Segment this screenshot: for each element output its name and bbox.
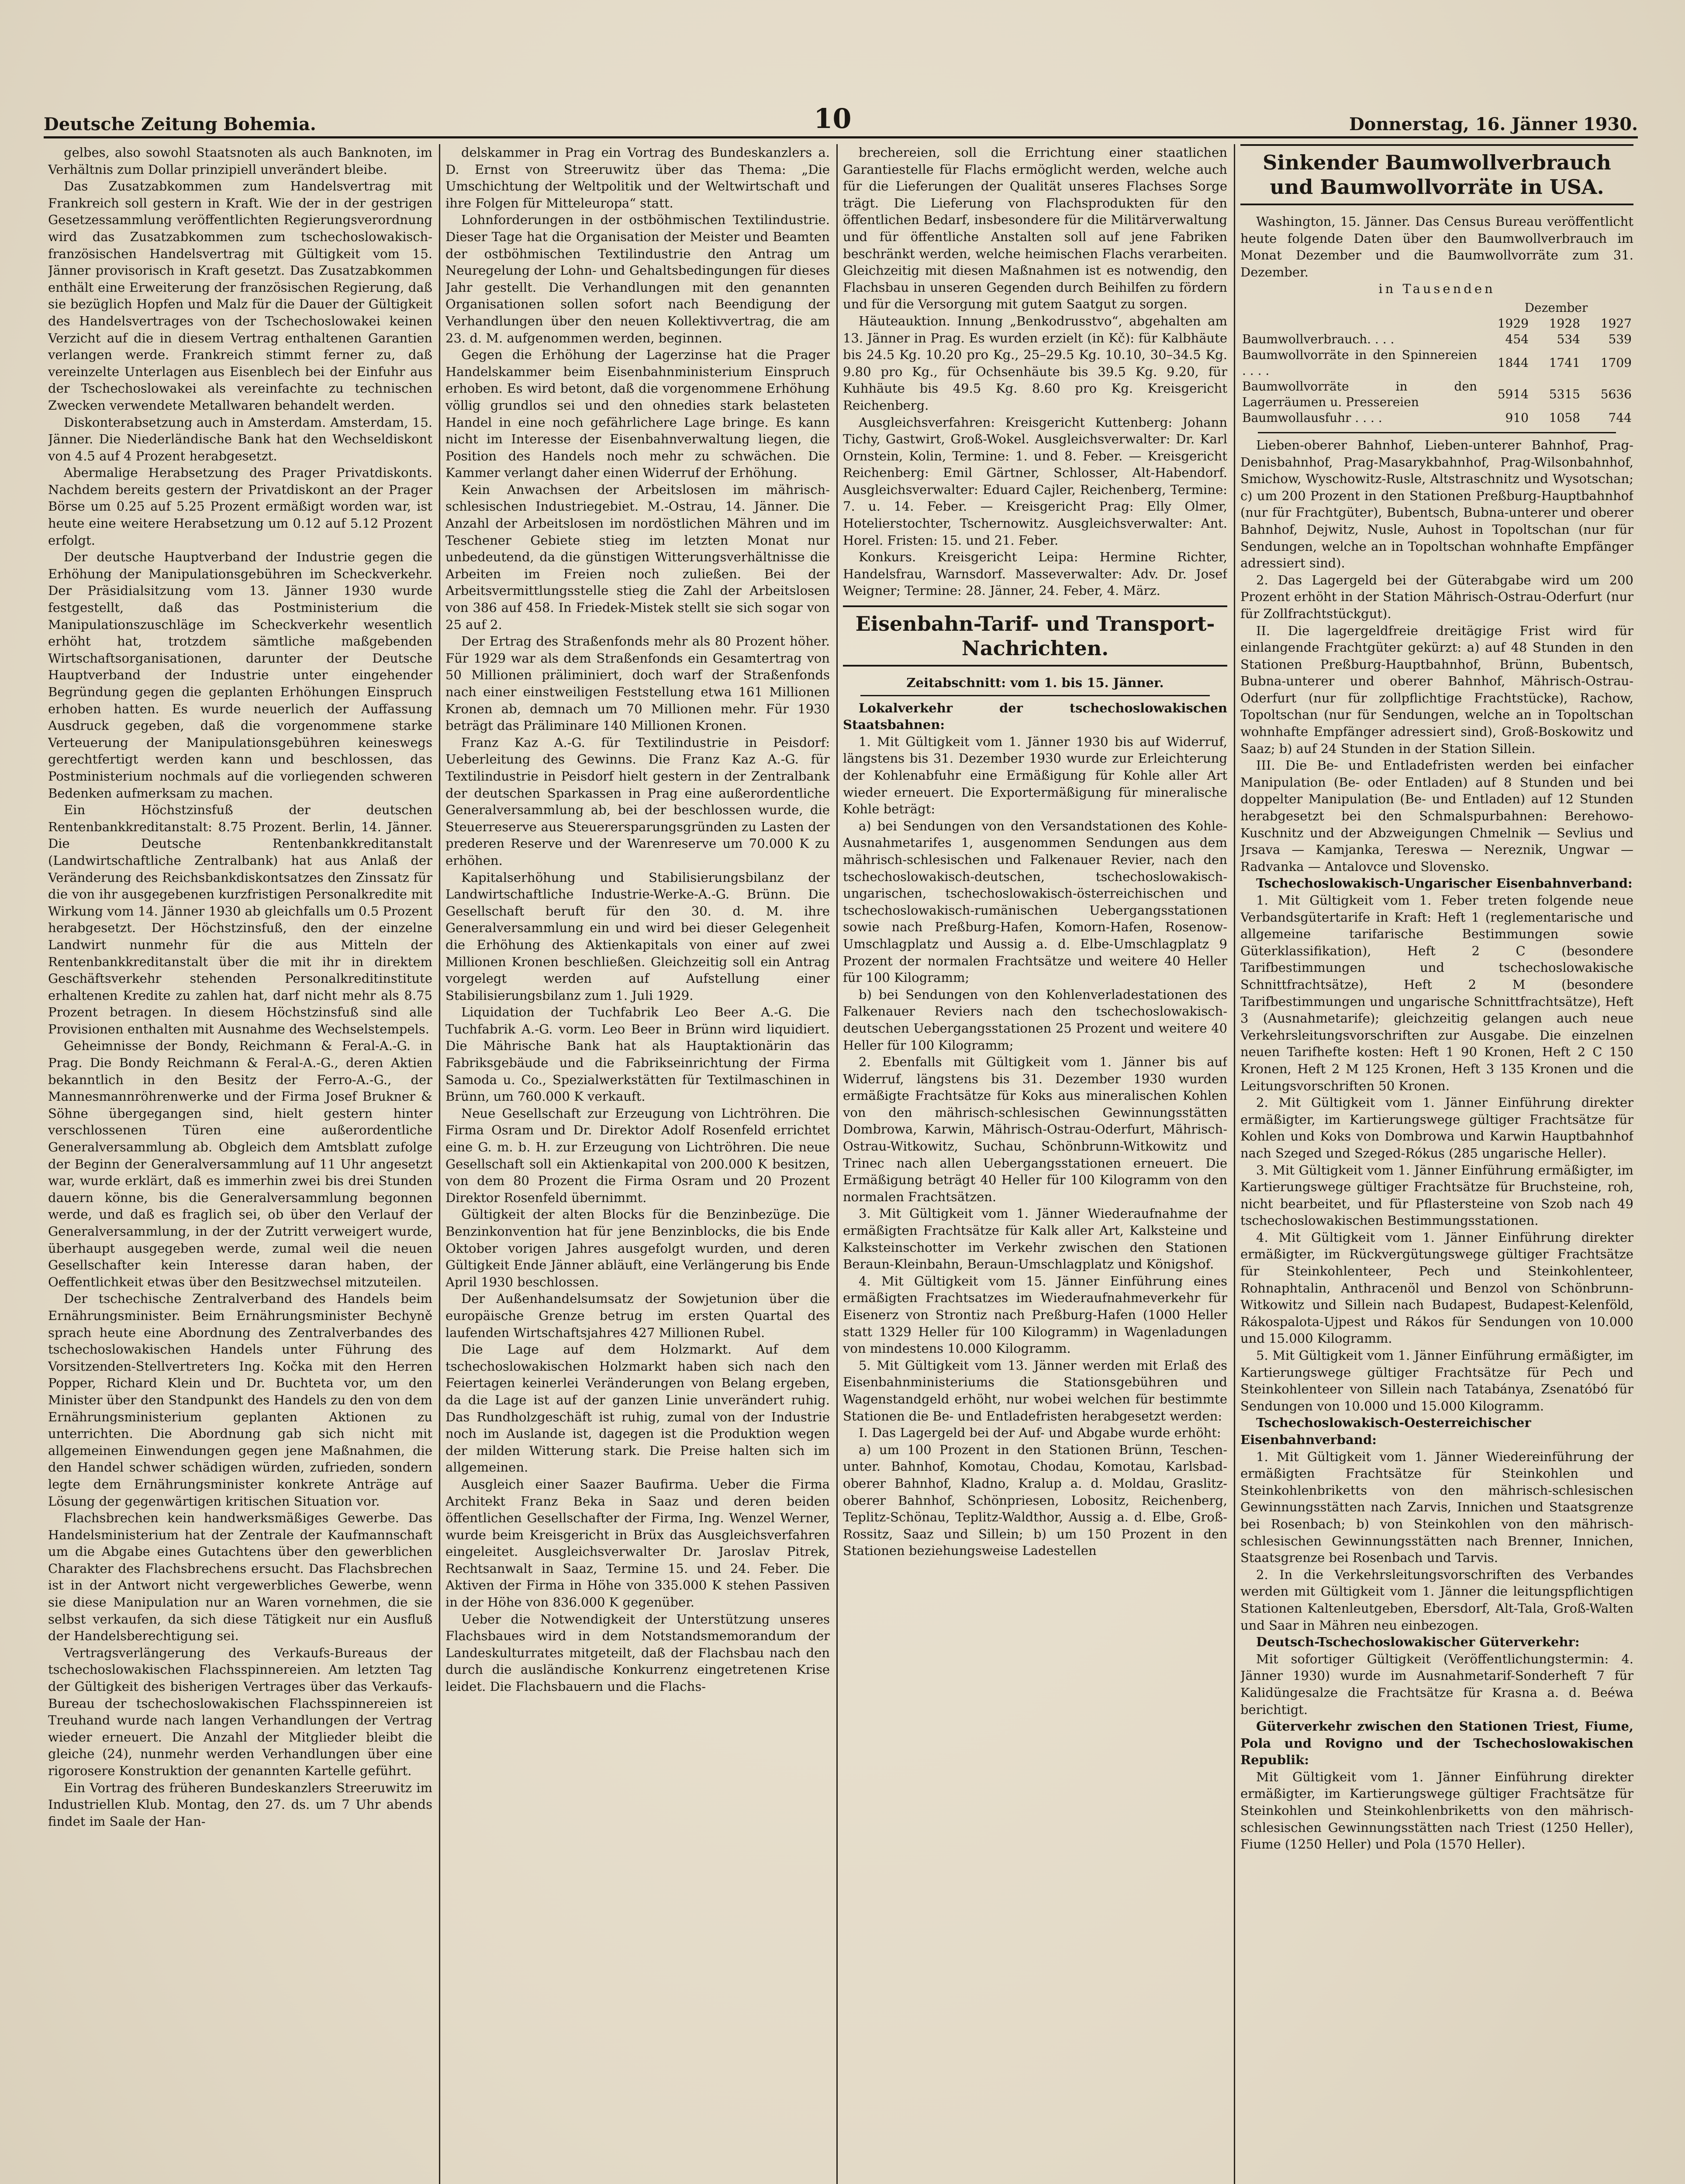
article-paragraph: Gültigkeit der alten Blocks für die Benzinbezüge. Die Benzinkonvention hat für jene Benzinblocks, die bis Ende Oktober vorigen Jahres ausgefolgt wurden, und deren Gültigkeit Ende Jänner abläuft, eine Verlängerung bis Ende April 1930 beschlossen. <box>445 1207 830 1289</box>
article-paragraph: Der tschechische Zentralverband des Handels beim Ernährungsminister. Beim Ernährungsminister Bechyně sprach heute eine Abordnung des Zentralverbandes des tschechoslowakischen Handels unter Führung des Vorsitzenden-Stellvertreters Ing. Kočka mit den Herren Popper, Richard Klein und Dr. Buchteta vor, um den Minister über den Standpunkt des Handels zu den von dem Ernährungsministerium geplanten Aktionen zu unterrichten. Die Abordnung gab sich nicht mit allgemeinen Einwendungen gegen jene Maßnahmen, die den Handel schwer schädigen würden, zufrieden, sondern legte dem Ernährungsminister konkrete Anträge auf Lösung der gegenwärtigen kritischen Situation vor. <box>48 1291 432 1509</box>
row-label: Baumwollvorräte in den Spinnereien . . . . <box>1242 347 1477 378</box>
table-cell: 1844 <box>1497 355 1529 370</box>
row-label: Baumwollvorräte in den Lagerräumen u. Pressereien <box>1242 379 1477 409</box>
table-year: 1927 <box>1600 316 1632 331</box>
article-paragraph: Ausgleichsverfahren: Kreisgericht Kuttenberg: Johann Tichy, Gastwirt, Groß-Wokel. Ausgleichsverwalter: Dr. Karl Ornstein, Kolin, Termine: 1. und 8. Feber. — Kreisgericht Reichenberg: Emil Gärtner, Schlosser, Alt-Habendorf. Ausgleichsverwalter: Eduard Cajler, Reichenberg, Termine: 7. u. 14. Feber. — Kreisgericht Prag: Elly Olmer, Hotelierstochter, Tschernowitz. Ausgleichsverwalter: Ant. Horel. Fristen: 15. und 21. Feber. <box>843 415 1227 548</box>
article-paragraph: Mit sofortiger Gültigkeit (Veröffentlichungstermin: 4. Jänner 1930) wurde im Ausnahmetarif-Sonderheft 7 für Kalidüngesalze die Frachtsätze für Krasna a. d. Beéwa berichtigt. <box>1240 1651 1633 1717</box>
article-paragraph: Mit Gültigkeit vom 1. Jänner Einführung direkter ermäßigter, im Kartierungswege gültiger Frachtsätze für Steinkohlen und Steinkohlenbriketts von den mährisch-schlesischen Gewinnungsstätten nach Triest (1250 Heller), Fiume (1250 Heller) und Pola (1570 Heller). <box>1240 1769 1633 1852</box>
article-paragraph: Abermalige Herabsetzung des Prager Privatdiskonts. Nachdem bereits gestern der Privatdiskont an der Prager Börse um 0.25 auf 5.25 Prozent ermäßigt worden war, ist heute eine weitere Herabsetzung um 0.12 auf 5.12 Prozent erfolgt. <box>48 465 432 548</box>
subsection-heading: Tschechoslowakisch-Oesterreichischer Eisenbahnverband: <box>1240 1415 1531 1447</box>
article-paragraph: Gegen die Erhöhung der Lagerzinse hat die Prager Handelskammer beim Eisenbahnministerium Einspruch erhoben. Es wird betont, daß die vorgenommene Erhöhung völlig grundlos sei und den ohnedies stark belasteten Handel in eine noch gefährlichere Lage bringe. Es kann nicht im Interesse der Eisenbahnverwaltung liegen, die Position des Handels noch mehr zu schwächen. Die Kammer verlangt daher einen Widerruf der Erhöhung. <box>445 347 830 480</box>
table-row <box>1240 410 1633 426</box>
article-paragraph: Kein Anwachsen der Arbeitslosen im mährisch-schlesischen Industriegebiet. M.-Ostrau, 14. Jänner. Die Anzahl der Arbeitslosen im nordöstlichen Mähren und im Teschener Gebiete stieg im letzten Monat nur unbedeutend, da die günstigen Witterungsverhältnisse die Arbeiten im Freien noch zuließen. Bei der Arbeitsvermittlungsstelle stieg die Zahl der Arbeitslosen von 386 auf 458. In Friedek-Mistek stellt sie sich sogar von 25 auf 2. <box>445 482 830 632</box>
article-paragraph: b) bei Sendungen von den Kohlenverladestationen des Falkenauer Reviers nach den tschechoslowakisch-deutschen Uebergangsstationen 25 Prozent und weitere 40 Heller für 100 Kilogramm; <box>843 987 1227 1053</box>
article-paragraph: Liquidation der Tuchfabrik Leo Beer A.-G. Die Tuchfabrik A.-G. vorm. Leo Beer in Brünn wird liquidiert. Die Mährische Bank hat als Hauptaktionärin das Fabriksgebäude und die Fabrikseinrichtung der Firma Samoda u. Co., Spezialwerkstätten für Textilmaschinen in Brünn, um 760.000 K verkauft. <box>445 1005 830 1104</box>
table-year: 1929 <box>1497 316 1529 331</box>
article-paragraph: Ausgleich einer Saazer Baufirma. Ueber die Firma Architekt Franz Beka in Saaz und deren beiden öffentlichen Gesellschafter der Firma, Ing. Wenzel Werner, wurde beim Kreisgericht in Brüx das Ausgleichsverfahren eingeleitet. Ausgleichsverwalter Dr. Jaroslav Pitrek, Rechtsanwalt in Saaz, Termine 15. und 24. Feber. Die Aktiven der Firma in Höhe von 335.000 K stehen Passiven in der Höhe von 836.000 K gegenüber. <box>445 1476 830 1610</box>
row-label: Baumwollausfuhr . . . . <box>1242 410 1382 425</box>
column-2 <box>445 144 830 2184</box>
article-headline: Sinkender Baumwollverbrauch und Baumwollvorräte in USA. <box>1240 144 1633 205</box>
table-year: 1928 <box>1549 316 1580 331</box>
article-paragraph: a) um 100 Prozent in den Stationen Brünn, Teschen-unter. Bahnhof, Komotau, Chodau, Komotau, Karlsbad-oberer Bahnhof, Kladno, Kralup a. d. Moldau, Graslitz-oberer Bahnhof, Schönpriesen, Lobositz, Reichenberg, Teplitz-Schönau, Teplitz-Waldthor, Aussig a. d. Elbe, Groß-Rossitz, Saaz und Sillein; b) um 150 Prozent in den Stationen beziehungsweise Ladestellen <box>843 1442 1227 1559</box>
table-cell: 910 <box>1505 410 1529 425</box>
table-cell: 534 <box>1557 332 1580 346</box>
column-1 <box>48 144 432 2184</box>
divider <box>860 695 1210 696</box>
article-paragraph: 3. Mit Gültigkeit vom 1. Jänner Einführung ermäßigter, im Kartierungswege gültiger Frachtsätze für Bruchsteine, roh, nicht bearbeitet, und für Pflastersteine von Szob nach 49 tschechoslowakischen Bestimmungsstationen. <box>1240 1162 1633 1228</box>
article-paragraph: Konkurs. Kreisgericht Leipa: Hermine Richter, Handelsfrau, Warnsdorf. Masseverwalter: Adv. Dr. Josef Weigner; Termine: 28. Jänner, 24. Feber, 4. März. <box>843 549 1227 598</box>
article-paragraph: 3. Mit Gültigkeit vom 1. Jänner Wiederaufnahme der ermäßigten Frachtsätze für Kalk aller Art, Kalksteine und Kalksteinschotter im Verkehr zwischen den Stationen Beraun-Kleinbahn, Beraun-Umschlagplatz und Königshof. <box>843 1206 1227 1272</box>
table-header-row <box>1240 316 1633 332</box>
article-paragraph: Diskonterabsetzung auch in Amsterdam. Amsterdam, 15. Jänner. Die Niederländische Bank hat den Wechseldiskont von 4.5 auf 4 Prozent herabgesetzt. <box>48 415 432 463</box>
article-paragraph: Die Lage auf dem Holzmarkt. Auf dem tschechoslowakischen Holzmarkt haben sich nach den Feiertagen keinerlei Veränderungen von Belang ergeben, da die Lage ist auf der ganzen Linie unverändert ruhig. Das Rundholzgeschäft ist ruhig, zumal von der Industrie noch im Auslande ist, dagegen ist die Produktion wegen der milden Witterung stark. Die Preise halten sich im allgemeinen. <box>445 1342 830 1475</box>
article-paragraph: a) bei Sendungen von den Versandstationen des Kohle-Ausnahmetarifes 1, ausgenommen Sendungen aus dem mährisch-schlesischen und Falkenauer Revier, nach den tschechoslowakisch-deutschen, tschechoslowakisch-ungarischen, tschechoslowakisch-österreichischen und tschechoslowakisch-rumänischen Uebergangsstationen sowie nach Preßburg-Hafen, Komorn-Hafen, Rosenow-Umschlagplatz und Aussig a. d. Elbe-Umschlagplatz 9 Prozent der normalen Frachtsätze und weitere 40 Heller für 100 Kilogramm; <box>843 818 1227 985</box>
cotton-table <box>1240 300 1633 426</box>
header-rule <box>44 136 1638 138</box>
table-row <box>1240 379 1633 410</box>
article-paragraph: Der deutsche Hauptverband der Industrie gegen die Erhöhung der Manipulationsgebühren im Scheckverkehr. Der Präsidialsitzung vom 13. Jänner 1930 wurde festgestellt, daß das Postministerium die Manipulationszuschläge im Scheckverkehr wesentlich erhöht hat, trotzdem sämtliche maßgebenden Wirtschaftsorganisationen, darunter der Deutsche Hauptverband der Industrie unter eingehender Begründung gegen die geplanten Erhöhungen Einspruch erhoben hatten. Es wurde neuerlich der Auffassung Ausdruck gegeben, daß die vorgenommene starke Verteuerung der Manipulationsgebühren keineswegs gerechtfertigt werden kann und beschlossen, das Postministerium nochmals auf die vorliegenden schweren Bedenken aufmerksam zu machen. <box>48 549 432 801</box>
page-header <box>44 104 1638 135</box>
article-paragraph: Flachsbrechen kein handwerksmäßiges Gewerbe. Das Handelsministerium hat der Zentrale der Kaufmannschaft um die Abgabe eines Gutachtens über den gewerblichen Charakter des Flachsbrechens ersucht. Das Flachsbrechen ist in der Antwort nicht vergewerbliches Gewerbe, wenn sie diese Manipulation nur an Waren vornehmen, die sie selbst verkaufen, da sich diese Tätigkeit nur ein Ausfluß der Handelsberechtigung sei. <box>48 1510 432 1644</box>
article-paragraph: 4. Mit Gültigkeit vom 1. Jänner Einführung direkter ermäßigter, im Rückvergütungswege gültiger Frachtsätze für Steinkohlenteer, Pech und Steinkohlenteer, Rohnaphtalin, Anthracenöl und Benzol von Schönbrunn-Witkowitz und Sillein nach Budapest, Budapest-Kelenföld, Rákospalota-Ujpest und Rákos für Sendungen von 10.000 und 15.000 Kilogramm. <box>1240 1230 1633 1346</box>
section-subheading: Zeitabschnitt: vom 1. bis 15. Jänner. <box>906 675 1164 691</box>
article-paragraph: II. Die lagergeldfreie dreitägige Frist wird für einlangende Frachtgüter gekürzt: a) auf 48 Stunden in den Stationen Preßburg-Hauptbahnhof, Brünn, Bubentsch, Bubna-unterer und oberer Bahnhof, Mährisch-Ostrau-Oderfurt (nur für zollpflichtige Frachtstücke), Rachow, Topoltschan (nur für Sendungen, welche an in Topoltschan wohnhafte Empfänger adressiert sind), Groß-Boskowitz und Saaz; b) auf 24 Stunden in der Station Sillein. <box>1240 623 1633 756</box>
section-heading: Eisenbahn-Tarif- und Transport-Nachrichten. <box>843 605 1227 667</box>
article-paragraph: 2. In die Verkehrsleitungsvorschriften des Verbandes werden mit Gültigkeit vom 1. Jänner die leitungspflichtigen Stationen Kaltenleutgeben, Ebersdorf, Alt-Tala, Groß-Walten und Saar in Mähren neu einbezogen. <box>1240 1567 1633 1633</box>
newspaper-name: Deutsche Zeitung Bohemia. <box>44 114 316 135</box>
article-paragraph: Neue Gesellschaft zur Erzeugung von Lichtröhren. Die Firma Osram und Dr. Direktor Adolf Rosenfeld errichtet eine G. m. b. H. zur Erzeugung von Lichtröhren. Die neue Gesellschaft soll ein Aktienkapital von 200.000 K besitzen, von dem 80 Prozent die Firma Osram und 20 Prozent Direktor Rosenfeld übernimmt. <box>445 1106 830 1205</box>
column-3 <box>843 144 1227 2184</box>
article-paragraph: 1. Mit Gültigkeit vom 1. Feber treten folgende neue Verbandsgütertarife in Kraft: Heft 1 (reglementarische und allgemeine tarifarische Bestimmungen sowie Güterklassifikation), Heft 2 C (besondere Tarifbestimmungen und tschechoslowakische Schnittfrachtsätze), Heft 2 M (besondere Tarifbestimmungen und ungarische Schnittfrachtsätze), Heft 3 (Ausnahmetarife); gleichzeitig gelangen auch neue Verkehrsleitungsvorschriften zur Ausgabe. Die einzelnen neuen Tarifhefte kosten: Heft 1 90 Kronen, Heft 2 C 150 Kronen, Heft 2 M 125 Kronen, Heft 3 135 Kronen und die Leitungsvorschriften 50 Kronen. <box>1240 893 1633 1093</box>
page-number: 10 <box>814 103 852 135</box>
column-divider <box>439 144 440 2184</box>
table-cell: 454 <box>1505 332 1529 346</box>
table-cell: 1058 <box>1549 410 1580 425</box>
divider <box>1258 432 1616 433</box>
article-paragraph: 5. Mit Gültigkeit vom 1. Jänner Einführung ermäßigter, im Kartierungswege gültiger Frachtsätze für Pech und Steinkohlenteer von Sillein nach Tatabánya, Zsenatóbó für Sendungen von 10.000 und 15.000 Kilogramm. <box>1240 1348 1633 1413</box>
article-paragraph: III. Die Be- und Entladefristen werden bei einfacher Manipulation (Be- oder Entladen) auf 8 Stunden und bei doppelter Manipulation (Be- und Entladen) auf 12 Stunden herabgesetzt bei den Schmalspurbahnen: Berehowo-Kuschnitz und der Abzweigungen Chmelnik — Sevlius und Jrsava — Kamjanka, Tereswa — Nereznik, Ungwar — Radvanka — Antalovce und Slovensko. <box>1240 758 1633 874</box>
article-paragraph: gelbes, also sowohl Staatsnoten als auch Banknoten, im Verhältnis zum Dollar prinzipiell unverändert bleibe. <box>48 145 432 177</box>
article-paragraph: Der Ertrag des Straßenfonds mehr als 80 Prozent höher. Für 1929 war als dem Straßenfonds ein Gesamtertrag von 50 Millionen präliminiert, doch warf der Straßenfonds nach einer einstweiligen Feststellung etwa 161 Millionen Kronen ab, demnach um 70 Millionen mehr. Für 1930 beträgt das Präliminare 140 Millionen Kronen. <box>445 634 830 733</box>
article-paragraph: Der Außenhandelsumsatz der Sowjetunion über die europäische Grenze betrug im ersten Quartal des laufenden Wirtschaftsjahres 427 Millionen Rubel. <box>445 1291 830 1340</box>
table-row <box>1240 347 1633 379</box>
article-paragraph: 4. Mit Gültigkeit vom 15. Jänner Einführung eines ermäßigten Frachtsatzes im Wiederaufnahmeverkehr für Eisenerz von Strontiz nach Preßburg-Hafen (1000 Heller statt 1329 Heller für 100 Kilogramm) in Wagenladungen von mindestens 10.000 Kilogramm. <box>843 1273 1227 1356</box>
article-paragraph: brechereien, soll die Errichtung einer staatlichen Garantiestelle für Flachs ermöglicht werden, welche auch für die Lieferungen der Qualität unseres Flachses Sorge trägt. Die Lieferung von Flachsprodukten für den öffentlichen Bedarf, insbesondere für die Militärverwaltung und für öffentliche Anstalten soll auf jene Fabriken beschränkt werden, welche heimischen Flachs verarbeiten. Gleichzeitig mit diesen Maßnahmen ist es notwendig, den Flachsbau in unseren Gegenden durch Beihilfen zu fördern und für die Versorgung mit gutem Saatgut zu sorgen. <box>843 145 1227 312</box>
article-paragraph: Häuteauktion. Innung „Benkodrusstvo“, abgehalten am 13. Jänner in Prag. Es wurden erzielt (in Kč): für Kalbhäute bis 24.5 Kg. 10.20 pro Kg., 25–29.5 Kg. 10.10, 30–34.5 Kg. 9.80 pro Kg., für Ochsenhäute bis 39.5 Kg. 9.20, für Kuhhäute bis 49.5 Kg. 8.60 pro Kg. Kreisgericht Reichenberg. <box>843 313 1227 413</box>
subsection-heading: Tschechoslowakisch-Ungarischer Eisenbahnverband: <box>1256 876 1633 891</box>
article-paragraph: delskammer in Prag ein Vortrag des Bundeskanzlers a. D. Ernst von Streeruwitz über das Thema: „Die Umschichtung der Weltpolitik und der Weltwirtschaft und ihre Folgen für Mitteleuropa“ statt. <box>445 145 830 211</box>
subsection-heading: Lokalverkehr der tschechoslowakischen Staatsbahnen: <box>843 700 1227 733</box>
subsection-heading: Güterverkehr zwischen den Stationen Triest, Fiume, Pola und Rovigno und der Tschechoslowakischen Republik: <box>1240 1719 1633 1768</box>
article-paragraph: 2. Ebenfalls mit Gültigkeit vom 1. Jänner bis auf Widerruf, längstens bis 31. Dezember 1930 wurden ermäßigte Frachtsätze für Koks aus mineralischen Kohlen von den mährisch-schlesischen Gewinnungsstätten Dombrowa, Karwin, Mährisch-Ostrau-Oderfurt, Mährisch-Ostrau-Witkowitz, Suchau, Schönbrunn-Witkowitz und Trinec nach allen Uebergangsstationen erneuert. Die Ermäßigung beträgt 40 Heller für 100 Kilogramm von den normalen Frachtsätzen. <box>843 1054 1227 1204</box>
table-cell: 744 <box>1608 410 1632 425</box>
column-divider <box>1234 144 1235 2184</box>
article-paragraph: Kapitalserhöhung und Stabilisierungsbilanz der Landwirtschaftliche Industrie-Werke-A.-G. Brünn. Die Gesellschaft beruft für den 30. d. M. ihre Generalversammlung ein und wird bei dieser Gelegenheit die Erhöhung des Aktienkapitals von einer auf zwei Millionen Kronen beschließen. Gleichzeitig soll ein Antrag vorgelegt werden auf Aufstellung einer Stabilisierungsbilanz zum 1. Juli 1929. <box>445 870 830 1003</box>
table-cell: 5315 <box>1549 387 1580 401</box>
issue-date: Donnerstag, 16. Jänner 1930. <box>1349 114 1638 135</box>
subsection-heading: Deutsch-Tschechoslowakischer Güterverkehr: <box>1256 1635 1580 1650</box>
article-paragraph: Vertragsverlängerung des Verkaufs-Bureaus der tschechoslowakischen Flachsspinnereien. Am letzten Tag der Gültigkeit des bisherigen Vertrages über das Verkaufs-Bureau der tschechoslowakischen Flachsspinnereien ist Treuhand wurde nach langen Verhandlungen der Vertrag wieder erneuert. Die Anzahl der Mitglieder bleibt die gleiche (24), nunmehr werden Verhandlungen über eine rigorosere Konstruktion der genannten Kartelle geführt. <box>48 1645 432 1778</box>
article-paragraph: Geheimnisse der Bondy, Reichmann & Feral-A.-G. in Prag. Die Bondy Reichmann & Feral-A.-G., deren Aktien bekanntlich in den Besitz der Ferro-A.-G., der Mannesmannröhrenwerke und der Firma Josef Brukner & Söhne übergegangen sind, hielt gestern hinter verschlossenen Türen eine außerordentliche Generalversammlung ab. Obgleich dem Amtsblatt zufolge der Beginn der Generalversammlung auf 11 Uhr angesetzt war, wurde erklärt, daß es immerhin zwei bis drei Stunden dauern könne, bis die Generalversammlung begonnen werde, und daß es fraglich sei, ob über den Verlauf der Generalversammlung, in der der Zutritt verweigert wurde, überhaupt ausgegeben werde, zumal weil die neuen Gesellschafter kein Interesse daran haben, der Oeffentlichkeit etwas über den Besitzwechsel mitzuteilen. <box>48 1038 432 1289</box>
column-4 <box>1240 144 1633 2184</box>
table-month: Dezember <box>1524 300 1588 315</box>
article-paragraph: 5. Mit Gültigkeit vom 13. Jänner werden mit Erlaß des Eisenbahnministeriums die Stationsgebühren und Wagenstandgeld erhöht, nur wobei welchen für bestimmte Stationen die Be- und Entladefristen herabgesetzt werden: <box>843 1358 1227 1424</box>
article-paragraph: Lieben-oberer Bahnhof, Lieben-unterer Bahnhof, Prag-Denisbahnhof, Prag-Masarykbahnhof, Prag-Wilsonbahnhof, Smichow, Wyschowitz-Rusle, Altstraschnitz und Wysotschan; c) um 200 Prozent in den Stationen Preßburg-Hauptbahnhof (nur für Frachtgüter), Bubentsch, Bubna-unterer und oberer Bahnhof, Dejwitz, Nusle, Auhost in Topoltschan (nur für Sendungen, welche an in Topoltschan wohnhafte Empfänger adressiert sind). <box>1240 437 1633 571</box>
article-paragraph: 2. Mit Gültigkeit vom 1. Jänner Einführung direkter ermäßigter, im Kartierungswege gültiger Frachtsätze für Kohlen und Koks von Dombrowa und Karwin Hauptbahnhof nach Szeged und Szeged-Rókus (285 ungarische Heller). <box>1240 1095 1633 1161</box>
article-paragraph: Ueber die Notwendigkeit der Unterstützung unseres Flachsbaues wird in dem Notstandsmemorandum der Landeskulturrates mitgeteilt, daß der Flachsbau nach den durch die ausländische Konkurrenz eingetretenen Krise leidet. Die Flachsbauern und die Flachs- <box>445 1611 830 1694</box>
article-paragraph: Washington, 15. Jänner. Das Census Bureau veröffentlicht heute folgende Daten über den Baumwollverbrauch im Monat Dezember und die Baumwollvorräte zum 31. Dezember. <box>1240 214 1633 280</box>
table-cell: 539 <box>1608 332 1632 346</box>
article-paragraph: I. Das Lagergeld bei der Auf- und Abgabe wurde erhöht: <box>859 1425 1221 1441</box>
row-label: Baumwollverbrauch. . . . <box>1242 332 1395 346</box>
article-paragraph: Franz Kaz A.-G. für Textilindustrie in Peisdorf: Ueberleitung des Gewinns. Die Franz Kaz A.-G. für Textilindustrie in Peisdorf hielt gestern in der Zentralbank der deutschen Sparkassen in Prag eine außerordentliche Generalversammlung ab, bei der beschlossen wurde, die Steuerreserve aus Steuerersparungsgründen zu Lasten der prederen Reserve und der Warenreserve um 70.000 K zu erhöhen. <box>445 735 830 868</box>
table-cell: 5636 <box>1600 387 1632 401</box>
article-paragraph: Ein Vortrag des früheren Bundeskanzlers Streeruwitz im Industriellen Klub. Montag, den 27. ds. um 7 Uhr abends findet im Saale der Han- <box>48 1780 432 1829</box>
article-paragraph: Das Zusatzabkommen zum Handelsvertrag mit Frankreich soll gestern in Kraft. Wie der in der gestrigen Gesetzessammlung veröffentlichten Regierungsverordnung wird das Zusatzabkommen zum tschechoslowakisch-französischen Handelsvertrag mit Gültigkeit vom 15. Jänner provisorisch in Kraft gesetzt. Das Zusatzabkommen enthält eine Erweiterung der französischen Regierung, daß sie bezüglich Hopfen und Malz für die Dauer der Gültigkeit des Handelsvertrages von der Tschechoslowakei keinen Verzicht auf die in diesem Vertrag enthaltenen Garantien verlangen werde. Frankreich stimmt ferner zu, daß vereinzelte Unterlagen aus Eisenblech bei der Einfuhr aus der Tschechoslowakei als vereinfachte zu technischen Zwecken verwendete Metallwaren behandelt werden. <box>48 179 432 413</box>
table-cell: 1709 <box>1600 355 1632 370</box>
article-paragraph: Lohnforderungen in der ostböhmischen Textilindustrie. Dieser Tage hat die Organisation der Meister und Beamten der ostböhmischen Textilindustrie den Antrag um Neuregelung der Lohn- und Gehaltsbedingungen für dieses Jahr gestellt. Die Verhandlungen mit den genannten Organisationen sollen sofort nach Beendigung der Verhandlungen über den neuen Kollektivvertrag, die am 23. d. M. aufgenommen werden, beginnen. <box>445 212 830 346</box>
article-paragraph: Ein Höchstzinsfuß der deutschen Rentenbankkreditanstalt: 8.75 Prozent. Berlin, 14. Jänner. Die Deutsche Rentenbankkreditanstalt (Landwirtschaftliche Zentralbank) hat aus Anlaß der Veränderung des Reichsbankdiskontsatzes den Zinssatz für die von ihr ausgegebenen kurzfristigen Personalkredite mit Wirkung vom 14. Jänner 1930 ab gleichfalls um 0.5 Prozent herabgesetzt. Der Höchstzinsfuß, den der einzelne Landwirt nunmehr für die aus Mitteln der Rentenbankkreditanstalt über die mit ihr in direktem Geschäftsverkehr stehenden Personalkreditinstitute erhaltenen Kredite zu zahlen hat, darf nicht mehr als 8.75 Prozent betragen. In diesem Höchstzinsfuß sind alle Provisionen enthalten mit Ausnahme des Wechselstempels. <box>48 802 432 1037</box>
article-paragraph: 1. Mit Gültigkeit vom 1. Jänner Wiedereinführung der ermäßigten Frachtsätze für Steinkohlen und Steinkohlenbriketts von den mährisch-schlesischen Gewinnungsstätten nach Zarvis, Innichen und Staatsgrenze bei Rosenbach; b) von Steinkohlen von den mährisch-schlesischen Gewinnungsstätten nach Brenner, Innichen, Staatsgrenze bei Rosenbach und Tarvis. <box>1240 1449 1633 1565</box>
table-cell: 5914 <box>1497 387 1529 401</box>
table-header-row <box>1240 300 1633 316</box>
column-divider <box>836 144 838 2184</box>
table-caption: in Tausenden <box>1378 281 1495 297</box>
article-paragraph: 1. Mit Gültigkeit vom 1. Jänner 1930 bis auf Widerruf, längstens bis 31. Dezember 1930 wurde zur Erleichterung der Kohlenabfuhr eine Ermäßigung für Kohle aller Art wieder erneuert. Die Exportermäßigung für mineralische Kohle beträgt: <box>843 734 1227 817</box>
table-cell: 1741 <box>1549 355 1580 370</box>
article-paragraph: 2. Das Lagergeld bei der Güterabgabe wird um 200 Prozent erhöht in der Station Mährisch-Ostrau-Oderfurt (nur für Zollfrachtstückgut). <box>1240 572 1633 621</box>
table-row <box>1240 332 1633 347</box>
